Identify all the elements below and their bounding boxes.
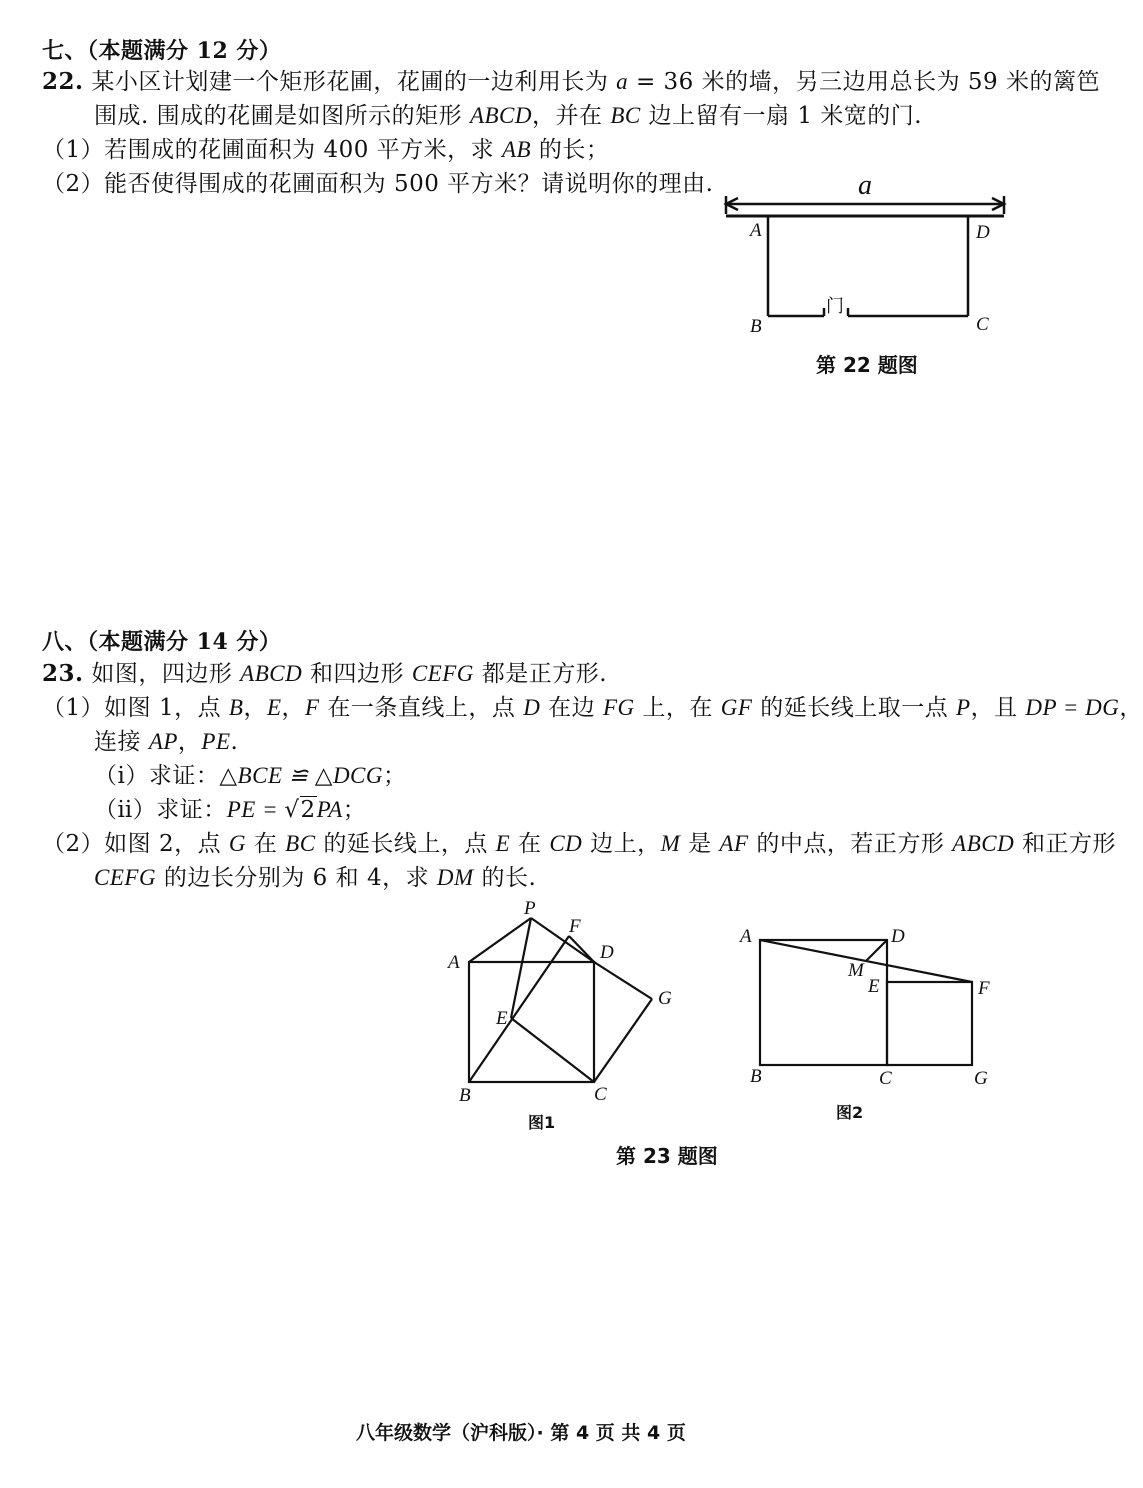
- v-p: P: [956, 695, 971, 720]
- t: ，且: [970, 695, 1026, 721]
- q22-part-2: （2）能否使得围成的花圃面积为 500 平方米？请说明你的理由.: [42, 171, 714, 197]
- q23-var-cefg: CEFG: [411, 661, 474, 686]
- v-af: AF: [719, 831, 749, 856]
- fig1-seg-bf: [469, 936, 569, 1082]
- fig1-label-C: C: [594, 1084, 607, 1105]
- fig1-caption: 图1: [528, 1113, 556, 1132]
- t: 在一条直线上，点: [319, 695, 524, 721]
- fig2-label-G: G: [974, 1068, 988, 1089]
- fig22-label-D: D: [976, 222, 990, 243]
- fig23-caption: 第 23 题图: [616, 1144, 718, 1168]
- fig22-label-B: B: [750, 316, 762, 337]
- fig1-seg-ap: [469, 918, 531, 962]
- t: ，: [1119, 695, 1143, 721]
- q22-text-b: = 36 米的墙，另三边用总长为 59 米的篱笆: [628, 69, 1101, 95]
- q22-text-d: ，并在: [532, 103, 611, 129]
- t: .: [230, 729, 239, 755]
- fig1-seg-pd: [531, 918, 594, 962]
- q22-var-bc: BC: [610, 103, 641, 128]
- q23-number: 23.: [42, 660, 84, 687]
- t: ，: [243, 695, 267, 721]
- fig1-seg-dg: [594, 962, 652, 999]
- fig2-label-A: A: [740, 926, 752, 947]
- q22-text-c: 围成. 围成的花圃是如图所示的矩形: [94, 103, 470, 129]
- t: 在: [510, 831, 550, 857]
- fig1-label-F: F: [569, 916, 581, 937]
- fig1-label-P: P: [524, 898, 536, 919]
- fig2-label-D: D: [891, 926, 905, 947]
- fig1-seg-gc: [594, 999, 652, 1082]
- v-g: G: [228, 831, 247, 856]
- t: 的延长线上取一点: [752, 695, 957, 721]
- q22-part1-text: （1）若围成的花圃面积为 400 平方米，求: [42, 137, 502, 163]
- section-8-heading: 八、（本题满分 14 分）: [42, 629, 282, 655]
- v-cd: CD: [549, 831, 583, 856]
- v-abcd2: ABCD: [952, 831, 1015, 856]
- section-7-heading: 七、（本题满分 12 分）: [42, 38, 282, 64]
- t: 上，在: [634, 695, 721, 721]
- v-f: F: [305, 695, 320, 720]
- v-d: D: [523, 695, 541, 720]
- t: 连接: [94, 729, 149, 755]
- t: 的中点，若正方形: [748, 831, 953, 857]
- q22-text-e: 边上留有一扇 1 米宽的门.: [640, 103, 923, 129]
- fig2-label-B: B: [750, 1066, 762, 1087]
- fig22-label-a: a: [858, 170, 872, 201]
- t: （2）如图 2，点: [42, 831, 229, 857]
- fig2-label-C: C: [879, 1068, 892, 1089]
- t: （ⅱ）求证：: [94, 797, 227, 823]
- v-congruence: △BCE ≌ △DCG: [219, 763, 384, 788]
- fig22-door-label: 门: [826, 296, 844, 317]
- q22-part1-end: 的长；: [531, 137, 610, 163]
- q22-var-ab: AB: [501, 137, 532, 162]
- sqrt-arg: 2: [300, 797, 316, 823]
- q22-var-a: a: [616, 69, 629, 94]
- v-bc: BC: [285, 831, 316, 856]
- t: （1）如图 1，点: [42, 695, 229, 721]
- v-pe-eq: PE =: [226, 797, 285, 822]
- fig1-label-A: A: [448, 952, 460, 973]
- fig22-label-A: A: [750, 220, 762, 241]
- fig1-seg-fd: [569, 936, 594, 962]
- fig2-label-M: M: [848, 960, 864, 981]
- t: 边上，: [582, 831, 661, 857]
- q22-var-abcd: ABCD: [469, 103, 532, 128]
- q23-intro-b: 和四边形: [302, 661, 412, 687]
- v-ap: AP: [148, 729, 178, 754]
- v-gf: GF: [720, 695, 753, 720]
- v-pa: PA: [316, 797, 343, 822]
- t: 在: [246, 831, 286, 857]
- fig2-seg-dm: [866, 940, 887, 961]
- fig1-label-E: E: [496, 1008, 508, 1029]
- fig2-caption: 图2: [836, 1103, 864, 1122]
- t: （ⅰ）求证：: [94, 763, 220, 789]
- fig1-seg-pe: [511, 918, 531, 1018]
- t: 的长.: [473, 865, 537, 891]
- t: ，: [177, 729, 202, 755]
- v-b: B: [228, 695, 244, 720]
- fig1-seg-ec: [511, 1018, 594, 1082]
- v-e2: E: [495, 831, 511, 856]
- fig1-label-B: B: [459, 1085, 471, 1106]
- fig2-label-E: E: [868, 976, 880, 997]
- v-cefg2: CEFG: [94, 865, 157, 890]
- fig1-square-abcd: [469, 962, 594, 1082]
- t: ；: [342, 797, 367, 823]
- t: ，: [281, 695, 306, 721]
- q23-var-abcd: ABCD: [240, 661, 303, 686]
- v-dm: DM: [436, 865, 474, 890]
- q23-intro-c: 都是正方形.: [473, 661, 608, 687]
- t: 是: [680, 831, 720, 857]
- fig2-square-cefg: [887, 982, 972, 1065]
- fig22-label-C: C: [976, 314, 989, 335]
- v-m: M: [660, 831, 681, 856]
- t: ；: [383, 763, 407, 789]
- v-fg: FG: [602, 695, 635, 720]
- q23-intro-a: 如图，四边形: [91, 661, 241, 687]
- v-pe: PE: [201, 729, 231, 754]
- fig2-label-F: F: [978, 978, 990, 999]
- t: 和正方形: [1014, 831, 1117, 857]
- q22-text-a: 某小区计划建一个矩形花圃，花圃的一边利用长为: [91, 69, 617, 95]
- t: 的延长线上，点: [315, 831, 496, 857]
- t: 的边长分别为 6 和 4，求: [156, 865, 437, 891]
- sqrt-sign: √: [284, 797, 300, 823]
- page-footer: 八年级数学（沪科版）· 第 4 页 共 4 页: [356, 1422, 686, 1444]
- v-e: E: [266, 695, 282, 720]
- q22-number: 22.: [42, 68, 84, 95]
- v-dp-dg: DP = DG: [1025, 695, 1120, 720]
- fig1-label-D: D: [600, 942, 614, 963]
- fig1-label-G: G: [658, 988, 672, 1009]
- fig22-caption: 第 22 题图: [816, 353, 918, 377]
- t: 在边: [540, 695, 603, 721]
